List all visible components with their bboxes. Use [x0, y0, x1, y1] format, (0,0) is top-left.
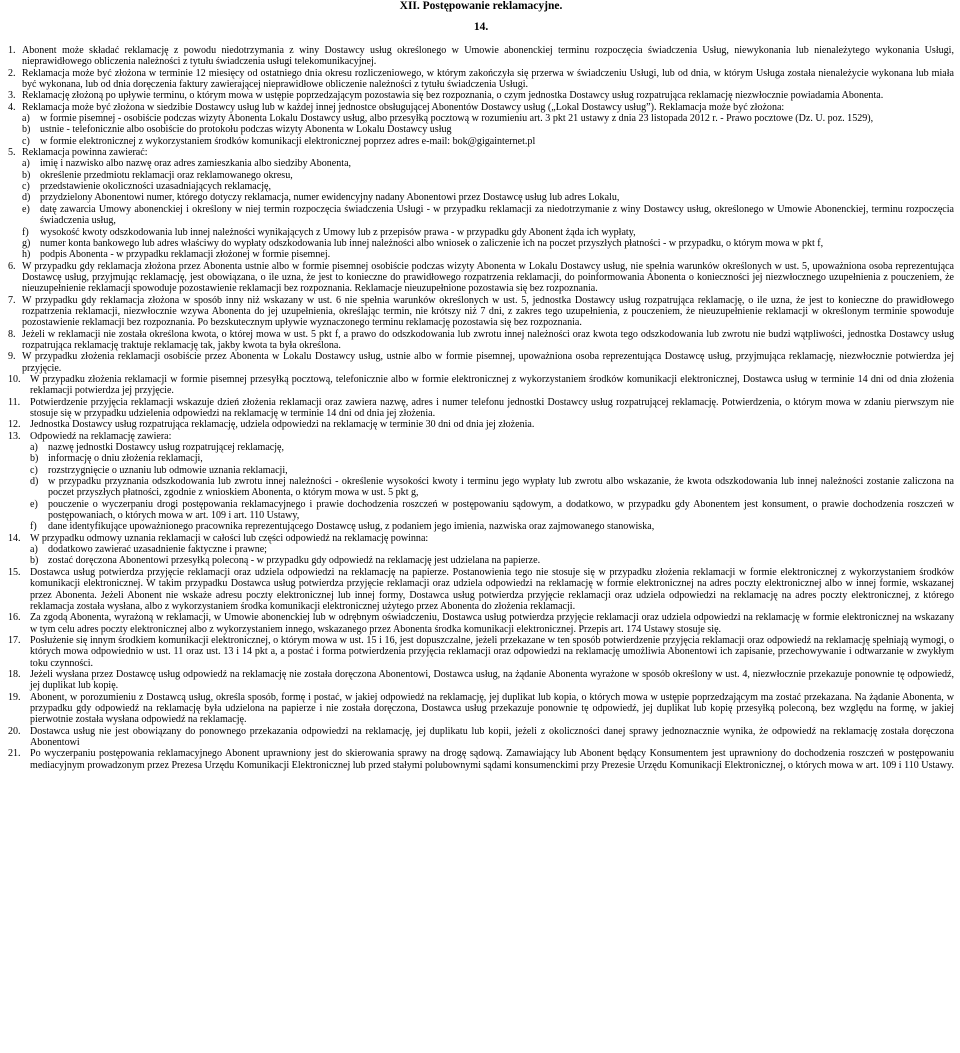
paragraph-item	[8, 45, 954, 68]
paragraph-item	[8, 329, 954, 352]
sub-item	[30, 555, 954, 566]
paragraph-item	[8, 431, 954, 533]
sub-item	[30, 465, 954, 476]
sub-item-text: informację o dniu złożenia reklamacji,	[48, 453, 203, 465]
sub-item-text: w formie pisemnej - osobiście podczas wizyty Abonenta Lokalu Dostawcy usług, albo przesyłką pocztową w rozumieniu art. 3 pkt 21 ustawy z dnia 23 listopada 2012 r. - Prawo pocztowe (Dz. U. poz. 1529),	[40, 113, 874, 125]
sub-item-letter: e)	[22, 203, 30, 215]
paragraph-text: Abonent może składać reklamację z powodu niedotrzymania z winy Dostawcy usług określonego w Umowie abonenckiej terminu rozpoczęcia świadczenia Usług, niewykonania lub nienależytego wykonania Usługi, nieprawidłowego obliczenia należności z tytułu świadczenia usługi telekomunikacyjnej.	[22, 45, 954, 68]
sub-item-text: podpis Abonenta - w przypadku reklamacji złożonej w formie pisemnej.	[40, 249, 331, 261]
sub-item-letter: a)	[22, 158, 30, 170]
sub-item-text: wysokość kwoty odszkodowania lub innej należności wynikających z Umowy lub z przepisów prawa - w przypadku gdy Abonent żąda ich wypłaty,	[40, 226, 636, 238]
paragraph-text: Abonent, w porozumieniu z Dostawcą usług, określa sposób, formę i postać, w jakiej odpowiedź na reklamację, jej duplikat lub kopia, o których mowa w ustępie poprzedzającym ma zostać przekazana. Na żądanie Abonenta, w przypadku gdy odpowiedź na reklamację była udzielona na papierze i nie została doręczona, Dostawca usług przekazuje ponownie tę odpowiedź, jej duplikat lub kopię przesyłką poleconą, bez względu na formę, w jakiej pierwotnie została wysłana odpowiedź na reklamację.	[30, 691, 954, 726]
paragraph-text: W przypadku gdy reklamacja złożona przez Abonenta ustnie albo w formie pisemnej osobiście podczas wizyty Abonenta w Lokalu Dostawcy usług, nie spełnia warunków określonych w ust. 5, upoważniona osoba reprezentująca Dostawcę usług, przyjmując reklamację, jest obowiązana, o ile uzna, że jest to konieczne do prawidłowego rozpatrzenia reklamacji, do poinformowania Abonenta o konieczności jej niezwłocznego uzupełnienia z pouczeniem, że nieuzupełnienie reklamacji spowoduje pozostawienie reklamacji bez rozpoznania. Reklamacje nieuzupełnione pozostawia się bez rozpoznania.	[22, 260, 954, 295]
sub-item-letter: e)	[30, 498, 38, 510]
sub-item-text: nazwę jednostki Dostawcy usług rozpatrującej reklamację,	[48, 442, 285, 454]
paragraph-item	[8, 533, 954, 567]
paragraph-number: 1.	[8, 45, 16, 56]
paragraph-number: 19.	[8, 691, 21, 703]
paragraph-number: 11.	[8, 396, 21, 408]
sub-item-letter: a)	[30, 544, 38, 556]
paragraph-number: 14.	[8, 532, 21, 544]
sub-item	[22, 113, 954, 124]
paragraph-number: 18.	[8, 668, 21, 680]
sub-item-text: rozstrzygnięcie o uznaniu lub odmowie uznania reklamacji,	[48, 464, 288, 476]
paragraph-text: Odpowiedź na reklamację zawiera:	[30, 430, 172, 442]
paragraph-number: 4.	[8, 101, 16, 113]
sub-item-letter: g)	[22, 237, 31, 249]
paragraph-text: Reklamację złożoną po upływie terminu, o którym mowa w ustępie poprzedzającym pozostawia się bez rozpoznania, o czym jednostka Dostawcy usług rozpatrująca reklamację niezwłocznie powiadamia Abonenta.	[22, 90, 884, 102]
sub-item-letter: c)	[30, 464, 38, 476]
paragraph-text: Potwierdzenie przyjęcia reklamacji wskazuje dzień złożenia reklamacji oraz zawiera nazwę, adres i numer telefonu jednostki Dostawcy usług rozpatrującej reklamację. Potwierdzenia, o którym mowa w zdaniu pierwszym nie stosuje się w przypadku udzielenia odpowiedzi na reklamację w terminie 14 dni od dnia jej złożenia.	[30, 396, 954, 419]
sub-item-text: zostać doręczona Abonentowi przesyłką poleconą - w przypadku gdy odpowiedź na reklamację jest udzielana na papierze.	[48, 555, 541, 567]
sub-item-letter: b)	[30, 453, 39, 465]
sub-item-text: określenie przedmiotu reklamacji oraz reklamowanego okresu,	[40, 169, 293, 181]
paragraph-text: W przypadku gdy reklamacja złożona w sposób inny niż wskazany w ust. 6 nie spełnia warunków określonych w ust. 5, jednostka Dostawcy usług rozpatrująca reklamację, o ile uzna, że jest to konieczne do prawidłowego rozpatrzenia reklamacji, niezwłocznie wzywa Abonenta do jej uzupełnienia, określając termin, nie krótszy niż 7 dni, z zakres tego uzupełnienia, z pouczeniem, że nieuzupełnienie reklamacji w określonym terminie spowoduje pozostawienie reklamacji bez rozpoznania. Po bezskutecznym upływie wyznaczonego terminu reklamację pozostawia się bez rozpoznania.	[22, 294, 954, 329]
sub-item-text: imię i nazwisko albo nazwę oraz adres zamieszkania albo siedziby Abonenta,	[40, 158, 352, 170]
sub-item-letter: d)	[22, 192, 31, 204]
paragraph-text: Posłużenie się innym środkiem komunikacji elektronicznej, o którym mowa w ust. 15 i 16, jest dopuszczalne, jeżeli przekazane w ten sposób potwierdzenie przyjęcia reklamacji oraz odpowiedź na reklamację spełniają wymogi, o których mowa odpowiednio w ust. 11 oraz ust. 13 i 14 pkt a, a postać i forma potwierdzenia przyjęcia reklamacji oraz odpowiedzi na reklamację umożliwia Abonentowi ich zapisanie, przechowywanie i odtwarzanie w zwykłym toku czynności.	[30, 634, 954, 669]
paragraph-item	[8, 68, 954, 91]
sub-item-letter: b)	[22, 124, 31, 136]
paragraph-text: Reklamacja powinna zawierać:	[22, 147, 148, 159]
paragraph-text: Jeżeli wysłana przez Dostawcę usług odpowiedź na reklamację nie została doręczona Abonentowi, Dostawca usług, na żądanie Abonenta wyrażone w sposób określony w ust. 4, niezwłocznie przekazuje ponownie tę odpowiedź, jej duplikat lub kopię.	[30, 668, 954, 692]
sub-list	[30, 442, 954, 533]
sub-item-text: w przypadku przyznania odszkodowania lub zwrotu innej należności - określenie wysokości kwoty i terminu jego wypłaty lub zwrotu albo wskazanie, że kwota odszkodowania lub innej należności zostanie zaliczona na poczet przyszłych płatności, zgodnie z wnioskiem Abonenta, o którym mowa w ust. 5 pkt g,	[48, 476, 954, 499]
sub-item-letter: f)	[30, 521, 37, 533]
paragraph-text: Jeżeli w reklamacji nie została określona kwota, o której mowa w ust. 5 pkt f, a prawo do odszkodowania lub zwrotu innej należności oraz kwota tego odszkodowania lub zwrotu nie budzi wątpliwości, jednostka Dostawcy usług rozpatrująca reklamację traktuje reklamację tak, jakby kwota ta była określona.	[22, 328, 954, 351]
sub-item	[22, 136, 954, 147]
sub-item-letter: f)	[22, 226, 29, 238]
paragraph-number: 3.	[8, 90, 16, 102]
paragraph-number: 17.	[8, 634, 21, 646]
sub-item	[22, 192, 954, 203]
paragraph-number: 2.	[8, 67, 16, 79]
sub-item-text: datę zawarcia Umowy abonenckiej i określony w niej termin rozpoczęcia świadczenia Usługi - w przypadku reklamacji za niedotrzymanie z winy Dostawcy usług, określonego w Umowie Abonenckiej, terminu rozpoczęcia świadczenia usług,	[40, 203, 954, 227]
sub-item-text: dodatkowo zawierać uzasadnienie faktyczne i prawne;	[48, 544, 267, 556]
sub-list	[22, 113, 954, 147]
paragraph-item	[8, 147, 954, 260]
paragraph-text: Reklamacja może być złożona w terminie 12 miesięcy od ostatniego dnia okresu rozliczeniowego, w którym zakończyła się przerwa w świadczeniu Usługi, lub od dnia, w którym Usługa została nienależycie wykonana lub miała być wykonana, lub od dnia doręczenia faktury zawierającej nieprawidłowe obliczenie należności z tytułu świadczenia Usługi.	[22, 67, 954, 91]
sub-item-letter: h)	[22, 249, 31, 261]
paragraph-number: 6.	[8, 260, 16, 272]
sub-item-text: przedstawienie okoliczności uzasadniających reklamację,	[40, 181, 271, 193]
paragraph-text: Dostawca usług potwierdza przyjęcie reklamacji oraz udziela odpowiedzi na reklamację na papierze. Postanowienia tego nie stosuje się w przypadku złożenia reklamacji w formie elektronicznej z wykorzystaniem środków komunikacji elektronicznej. W takim przypadku Dostawca usług potwierdza przyjęcie reklamacji oraz udziela odpowiedzi na reklamację w formie elektronicznej na adres poczty elektronicznej albo w innej formie, wskazanej przez Abonenta. Jeżeli Abonent nie wskaże adresu poczty elektronicznej lub innej formy, Dostawca usług potwierdza przyjęcie reklamacji oraz udziela odpowiedzi na reklamację na adres poczty elektronicznej, z którego reklamacja została wysłana, albo z wykorzystaniem środka komunikacji elektronicznej użytego przez Abonenta do złożenia reklamacji.	[30, 566, 954, 612]
sub-item-text: pouczenie o wyczerpaniu drogi postępowania reklamacyjnego i prawie dochodzenia roszczeń w postępowaniu sądowym, a dodatkowo, w przypadku gdy Abonentem jest konsument, o prawie dochodzenia roszczeń w postępowaniach, o których mowa w art. 109 i art. 110 Ustawy,	[48, 498, 954, 522]
sub-item	[22, 158, 954, 169]
sub-item-text: w formie elektronicznej z wykorzystaniem środków komunikacji elektronicznej poprzez adres e-mail: bok@gigainternet.pl	[40, 135, 536, 147]
paragraph-item	[8, 261, 954, 295]
sub-item	[30, 499, 954, 522]
paragraph-text: W przypadku odmowy uznania reklamacji w całości lub części odpowiedź na reklamację powinna:	[30, 532, 429, 544]
chapter-title: XII. Postępowanie reklamacyjne.	[399, 0, 563, 12]
paragraph-text: Jednostka Dostawcy usług rozpatrująca reklamację, udziela odpowiedzi na reklamację w terminie 30 dni od dnia jej złożenia.	[30, 419, 535, 431]
sub-item	[22, 204, 954, 227]
sub-item	[22, 170, 954, 181]
paragraph-item	[8, 669, 954, 692]
paragraph-item	[8, 612, 954, 635]
paragraph-number: 15.	[8, 566, 21, 578]
paragraph-text: Za zgodą Abonenta, wyrażoną w reklamacji, w Umowie abonenckiej lub w odrębnym oświadczeniu, Dostawca usług potwierdza przyjęcie reklamacji oraz udziela odpowiedzi na reklamację w formie elektronicznej na wskazany w tym celu adres poczty elektronicznej albo z wykorzystaniem innego, wskazanego przez Abonenta środka komunikacji elektronicznej. Przepis art. 174 Ustawy stosuje się.	[30, 612, 954, 635]
paragraph-number: 12.	[8, 419, 21, 431]
sub-item	[30, 544, 954, 555]
sub-item	[22, 249, 954, 260]
paragraph-text: Reklamacja może być złożona w siedzibie Dostawcy usług lub w każdej innej jednostce obsługującej Abonentów Dostawcy usług („Lokal Dostawcy usług”). Reklamacja może być złożona:	[22, 101, 785, 113]
paragraph-item	[8, 351, 954, 374]
paragraph-number: 5.	[8, 147, 16, 159]
sub-item	[30, 476, 954, 499]
paragraph-item	[8, 567, 954, 612]
sub-item	[22, 124, 954, 135]
sub-item-letter: a)	[30, 442, 38, 454]
paragraph-item	[8, 295, 954, 329]
paragraph-item	[8, 748, 954, 771]
section-number: 14.	[473, 21, 489, 33]
sub-item	[22, 238, 954, 249]
sub-item	[22, 181, 954, 192]
paragraph-item	[8, 726, 954, 749]
sub-item-letter: b)	[30, 555, 39, 567]
sub-item-letter: d)	[30, 476, 39, 488]
paragraph-number: 16.	[8, 612, 21, 624]
paragraph-number: 21.	[8, 748, 21, 760]
paragraph-item	[8, 397, 954, 420]
sub-item-text: numer konta bankowego lub adres właściwy do wypłaty odszkodowania lub innej należności albo wniosek o zaliczenie ich na poczet przyszłych płatności - w przypadku, o którym mowa w pkt f,	[40, 237, 824, 249]
paragraph-number: 10.	[8, 373, 21, 385]
sub-item-letter: c)	[22, 181, 30, 193]
sub-list	[30, 544, 954, 567]
sub-item-text: przydzielony Abonentowi numer, którego dotyczy reklamacja, numer ewidencyjny nadany Abonentowi przez Dostawcę usług lub adres Lokalu,	[40, 192, 620, 204]
paragraph-number: 20.	[8, 725, 21, 737]
sub-item	[30, 521, 954, 532]
paragraph-text: Po wyczerpaniu postępowania reklamacyjnego Abonent uprawniony jest do skierowania sprawy na drogę sądową. Zamawiający lub Abonent będący Konsumentem jest uprawniony do dochodzenia roszczeń w postępowaniu mediacyjnym prowadzonym przez Prezesa Urzędu Komunikacji Elektronicznej lub przed stałymi polubownymi sądami konsumenckimi przy Prezesie Urzędu Komunikacji Elektronicznej, o których mowa w art. 109 i 110 Ustawy.	[30, 748, 954, 771]
paragraph-number: 9.	[8, 351, 16, 363]
sub-item-text: ustnie - telefonicznie albo osobiście do protokołu podczas wizyty Abonenta w Lokalu Dostawcy usług	[40, 124, 452, 136]
sub-item-text: dane identyfikujące upoważnionego pracownika reprezentującego Dostawcę usług, z podaniem jego imienia, nazwiska oraz zajmowanego stanowiska,	[48, 521, 655, 533]
paragraph-number: 8.	[8, 328, 16, 340]
sub-item-letter: b)	[22, 169, 31, 181]
sub-item	[22, 227, 954, 238]
paragraph-item	[8, 635, 954, 669]
sub-list	[22, 158, 954, 260]
paragraph-item	[8, 419, 954, 430]
sub-item	[30, 453, 954, 464]
paragraph-text: Dostawca usług nie jest obowiązany do ponownego przekazania odpowiedzi na reklamację, jej duplikatu lub kopii, jeżeli z okoliczności danej sprawy jednoznacznie wynika, że odpowiedź na reklamację została doręczona Abonentowi	[30, 725, 954, 748]
paragraph-item	[8, 90, 954, 101]
paragraph-item	[8, 692, 954, 726]
paragraph-text: W przypadku złożenia reklamacji w formie pisemnej przesyłką pocztową, telefonicznie albo w formie elektronicznej z wykorzystaniem środków komunikacji elektronicznej, Dostawca usług w terminie 14 dni od dnia złożenia reklamacji potwierdza jej przyjęcie.	[30, 373, 954, 397]
complaint-procedure-list	[8, 45, 954, 771]
sub-item	[30, 442, 954, 453]
paragraph-number: 13.	[8, 430, 21, 442]
sub-item-letter: c)	[22, 135, 30, 147]
paragraph-item	[8, 374, 954, 397]
sub-item-letter: a)	[22, 113, 30, 125]
paragraph-item	[8, 102, 954, 147]
paragraph-number: 7.	[8, 294, 16, 306]
paragraph-text: W przypadku złożenia reklamacji osobiście przez Abonenta w Lokalu Dostawcy usług, ustnie albo w formie pisemnej, upoważniona osoba reprezentująca Dostawcę usług, przyjmująca reklamację, niezwłocznie potwierdza jej przyjęcie.	[22, 351, 954, 374]
